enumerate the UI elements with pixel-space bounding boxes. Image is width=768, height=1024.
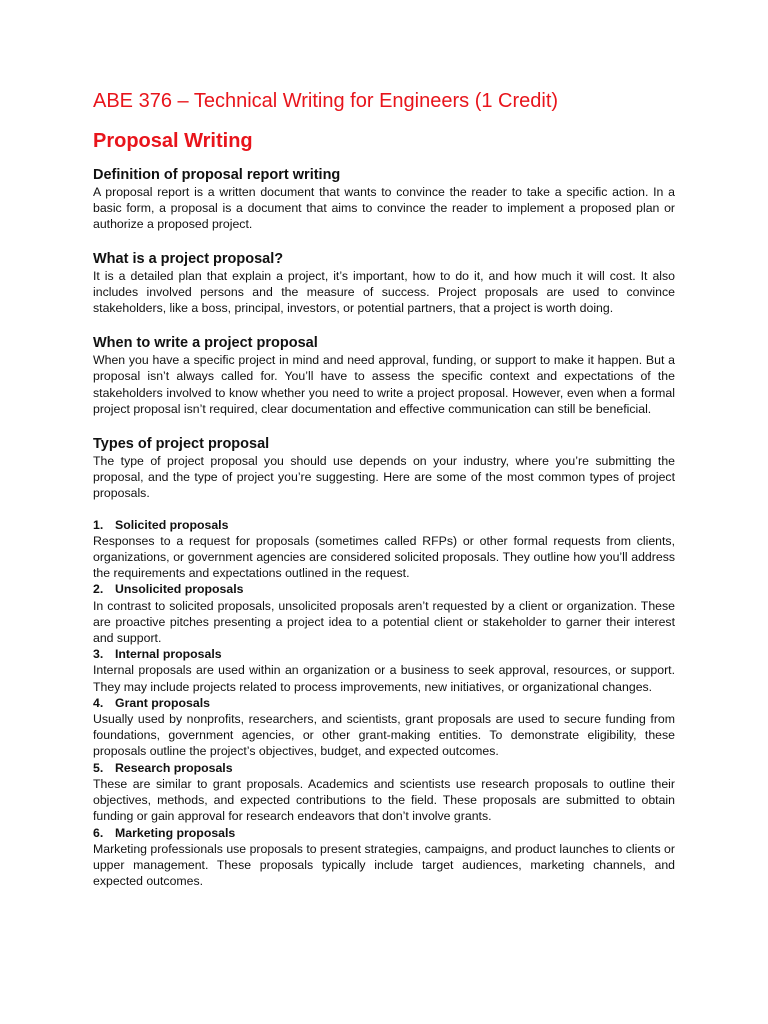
section-what-is [93,251,675,317]
list-item-body: Usually used by nonprofits, researchers, and scientists, grant proposals are used to secure funding from foundations, government agencies, or other grant-making entities. To demonstrate eligibility, these proposals outline the project’s objectives, budget, and expected outcomes. [93,712,675,759]
list-item-title: Internal proposals [115,647,222,662]
list-item [93,517,675,582]
list-item-title: Marketing proposals [115,825,236,840]
list-item [93,695,675,760]
list-item-number: 2. [93,582,104,597]
list-item-number: 5. [93,760,104,775]
section-body: When you have a specific project in mind and need approval, funding, or support to make it happen. But a proposal isn’t always called for. You’ll have to assess the specific context and expectations of the stakeholders involved to know whether you need to write a project proposal. However, even when a formal project proposal isn’t required, clear documentation and effective communication can still be beneficial. [93,353,675,416]
course-title: ABE 376 – Technical Writing for Engineers (1 Credit) [93,90,559,112]
section-heading: What is a project proposal? [93,250,284,267]
list-item-heading [93,581,675,597]
list-item-title: Unsolicited proposals [115,582,244,597]
list-item-number: 4. [93,695,104,710]
list-item-body: Internal proposals are used within an organization or a business to seek approval, resources, or support. They may include projects related to process improvements, new initiatives, or organizational changes. [93,663,675,694]
list-item [93,646,675,695]
list-item [93,760,675,825]
list-item-title: Solicited proposals [115,517,229,532]
list-item-heading [93,646,675,662]
list-item-heading [93,695,675,711]
list-item-heading [93,825,675,841]
section-definition [93,167,675,233]
list-item-number: 6. [93,825,104,840]
section-heading: Definition of proposal report writing [93,167,341,183]
list-item-body: These are similar to grant proposals. Academics and scientists use research proposals to outline their objectives, methods, and expected contributions to the field. These proposals are submitted to obtain funding or gain approval for research endeavors that don’t involve grants. [93,776,675,824]
section-heading: When to write a project proposal [93,335,318,352]
list-item [93,825,675,890]
document-page [93,88,675,889]
section-body: It is a detailed plan that explain a project, it’s important, how to do it, and how much it will cost. It also includes involved persons and the measure of success. Project proposals are used to convince stakeholders, like a boss, principal, investors, or potential partners, that a project is worth doing. [93,268,675,316]
section-heading: Types of project proposal [93,436,270,453]
list-item-title: Research proposals [115,760,233,775]
document-title: Proposal Writing [93,130,253,152]
list-item-heading [93,760,675,776]
list-item-title: Grant proposals [115,695,210,710]
list-item [93,581,675,646]
section-types [93,436,675,502]
list-item-number: 3. [93,647,104,662]
types-list [93,517,675,890]
list-item-body: Responses to a request for proposals (sometimes called RFPs) or other formal requests from clients, organizations, or government agencies are considered solicited proposals. They outline how you’ll address the requirements and expectations outlined in the request. [93,533,675,581]
section-body: A proposal report is a written document that wants to convince the reader to take a specific action. In a basic form, a proposal is a document that aims to convince the reader to implement a proposed plan or authorize a proposed project. [93,185,675,232]
list-item-heading [93,517,675,533]
section-when-to-write [93,335,675,417]
list-item-number: 1. [93,517,104,532]
list-item-body: In contrast to solicited proposals, unsolicited proposals aren’t requested by a client or organization. These are proactive pitches presenting a project idea to a potential client or stakeholder to garner their interest and support. [93,598,675,646]
list-item-body: Marketing professionals use proposals to present strategies, campaigns, and product launches to clients or upper management. These proposals typically include target audiences, marketing channels, and expected outcomes. [93,841,675,889]
section-body: The type of project proposal you should use depends on your industry, where you’re submitting the proposal, and the type of project you’re suggesting. Here are some of the most common types of project proposals. [93,454,675,501]
